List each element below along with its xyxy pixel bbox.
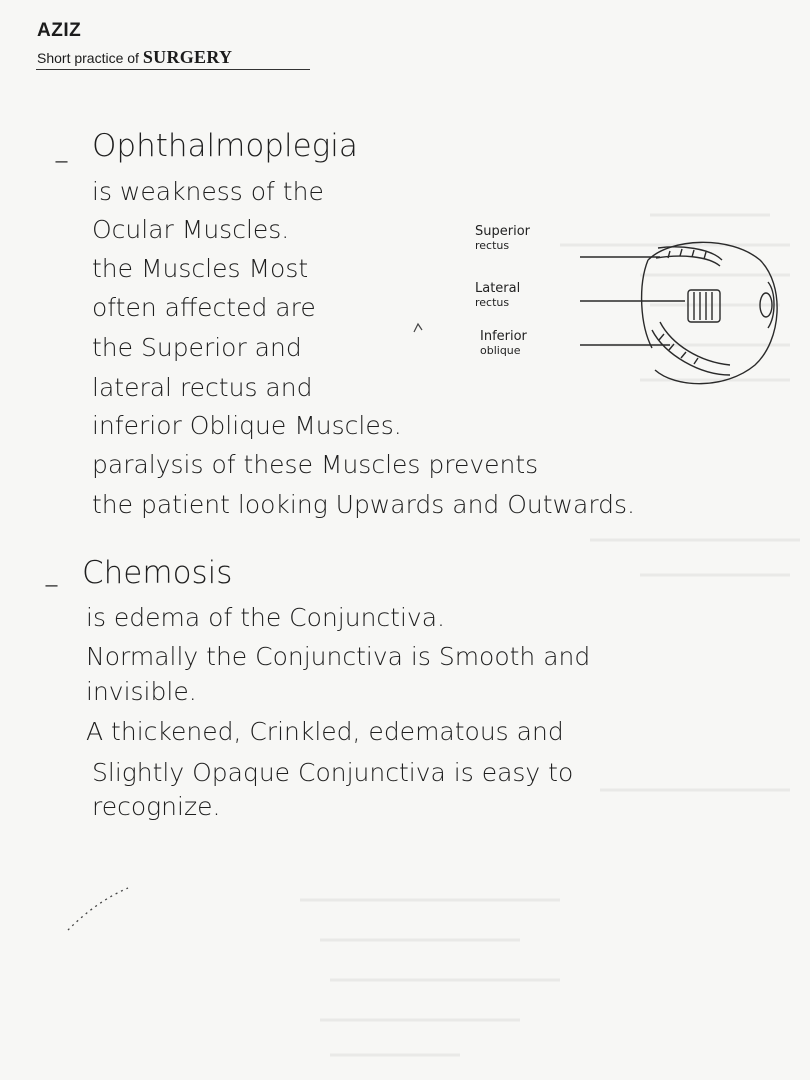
note-line: the patient looking Upwards and Outwards. <box>92 490 636 519</box>
note-line: is edema of the Conjunctiva. <box>86 603 445 632</box>
note-line: inferior Oblique Muscles. <box>92 411 402 440</box>
note-line: lateral rectus and <box>92 373 313 402</box>
bullet-dash: – <box>44 567 59 602</box>
eyeball-sketch <box>560 230 790 395</box>
bullet-dash: – <box>54 143 69 178</box>
note-line: Slightly Opaque Conjunctiva is easy to <box>92 758 574 787</box>
note-line: is weakness of the <box>92 177 324 206</box>
pen-mark <box>410 318 430 338</box>
pen-scribble <box>60 880 140 940</box>
note-line: recognize. <box>92 792 221 821</box>
header-underline <box>36 69 310 70</box>
diagram-label: Superior rectus <box>475 224 530 252</box>
note-line: the Muscles Most <box>92 254 309 283</box>
note-line: A thickened, Crinkled, edematous and <box>86 717 564 746</box>
section-term: Chemosis <box>82 555 233 591</box>
section-term: Ophthalmoplegia <box>92 128 358 164</box>
book-prefix: Short practice of <box>37 50 143 66</box>
header-author: AZIZ <box>37 20 82 41</box>
diagram-label: Lateral rectus <box>475 281 521 309</box>
note-line: paralysis of these Muscles prevents <box>92 450 539 479</box>
note-line: invisible. <box>86 677 197 706</box>
note-line: Ocular Muscles. <box>92 215 290 244</box>
header-book-title <box>37 47 232 68</box>
note-line: Normally the Conjunctiva is Smooth and <box>86 642 591 671</box>
note-line: often affected are <box>92 293 316 322</box>
book-title: SURGERY <box>142 47 233 67</box>
note-line: the Superior and <box>92 333 302 362</box>
diagram-label: Inferior oblique <box>480 329 527 357</box>
